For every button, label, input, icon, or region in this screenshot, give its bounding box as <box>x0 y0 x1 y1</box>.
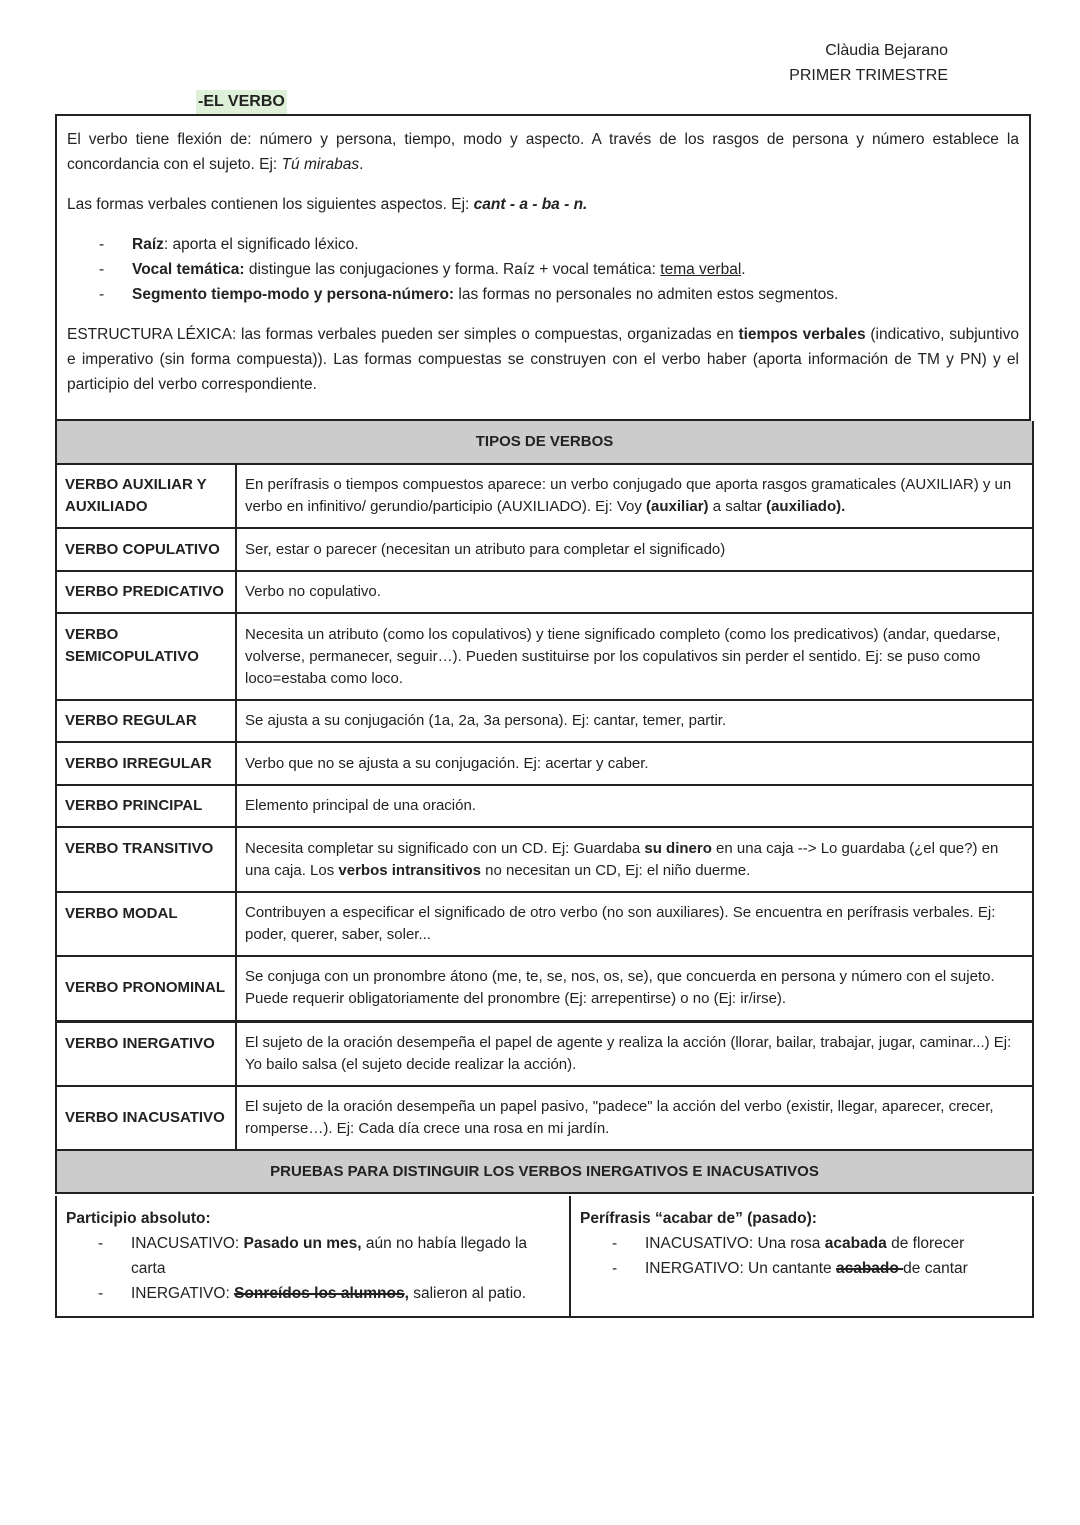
list-item: - Raíz: aporta el significado léxico. <box>99 236 359 253</box>
test-list <box>580 1231 1024 1281</box>
types-header: TIPOS DE VERBOS <box>56 421 1033 464</box>
table-row <box>56 528 1033 571</box>
table-row <box>56 827 1033 892</box>
page-title: -EL VERBO <box>196 90 287 114</box>
intro-paragraph-3: ESTRUCTURA LÉXICA: las formas verbales pueden ser simples o compuestas, organizadas en tiempos verbales (indicativo, subjuntivo e imperativo (sin forma compuesta)). Las formas compuestas se construyen con el verbo haber (aporta información de TM y PN) y el participio del verbo correspondiente. <box>67 326 1019 393</box>
type-description: Contribuyen a especificar el significado de otro verbo (no son auxiliares). Se encuentra en perífrasis verbales. Ej: poder, querer, saber, soler... <box>236 892 1033 956</box>
intro-paragraph-1: El verbo tiene flexión de: número y persona, tiempo, modo y aspecto. A través de los rasgos de persona y número establece la concordancia con el sujeto. Ej: Tú mirabas. <box>67 131 1019 173</box>
list-item: - INACUSATIVO: Una rosa acabada de florecer <box>612 1235 965 1252</box>
intro-paragraph-2: Las formas verbales contienen los siguientes aspectos. Ej: cant - a - ba - n. <box>67 196 588 213</box>
test-list <box>66 1231 561 1306</box>
author-name: Clàudia Bejarano <box>825 42 948 59</box>
table-row <box>56 892 1033 956</box>
table-header-row <box>56 1150 1033 1193</box>
table-row <box>56 742 1033 785</box>
term-label: PRIMER TRIMESTRE <box>789 67 948 84</box>
test-title: Participio absoluto: <box>66 1210 211 1227</box>
list-item: - INERGATIVO: Un cantante acabado de cantar <box>612 1260 968 1277</box>
table-row <box>56 785 1033 827</box>
table-header-row <box>56 421 1033 464</box>
type-label: VERBO INERGATIVO <box>56 1021 236 1086</box>
type-description: Necesita un atributo (como los copulativos) y tiene significado completo (como los predicativos) (andar, quedarse, volverse, permanecer, seguir…). Pueden sustituirse por los copulativos sin perder el sentido. Ej: se puso como loco=estaba como loco. <box>236 613 1033 700</box>
type-description: Verbo no copulativo. <box>236 571 1033 613</box>
table-row <box>56 956 1033 1021</box>
type-description: El sujeto de la oración desempeña un papel pasivo, "padece" la acción del verbo (existir, llegar, aparecer, crecer, romperse…). Ej: Cada día crece una rosa en mi jardín. <box>236 1086 1033 1150</box>
tests-left-column <box>57 1196 569 1316</box>
type-label: VERBO AUXILIAR Y AUXILIADO <box>56 464 236 528</box>
type-description: Necesita completar su significado con un CD. Ej: Guardaba su dinero en una caja --> Lo guardaba (¿el que?) en una caja. Los verbos intransitivos no necesitan un CD, Ej: el niño duerme. <box>236 827 1033 892</box>
table-row <box>56 700 1033 742</box>
list-item: - Segmento tiempo-modo y persona-número: las formas no personales no admiten estos segmentos. <box>99 286 839 303</box>
list-item: - INACUSATIVO: Pasado un mes, aún no había llegado la carta <box>98 1235 528 1277</box>
type-label: VERBO COPULATIVO <box>56 528 236 571</box>
type-description: En perífrasis o tiempos compuestos aparece: un verbo conjugado que aporta rasgos gramaticales (AUXILIAR) y un verbo en infinitivo/ gerundio/participio (AUXILIADO). Ej: Voy (auxiliar) a saltar (auxiliado). <box>236 464 1033 528</box>
table-row <box>56 1021 1033 1086</box>
type-description: Elemento principal de una oración. <box>236 785 1033 827</box>
list-item: - Vocal temática: distingue las conjugaciones y forma. Raíz + vocal temática: tema verbal. <box>99 261 746 278</box>
table-row <box>56 1086 1033 1150</box>
verb-types-table <box>55 421 1034 1194</box>
intro-list <box>67 232 1019 307</box>
intro-box <box>55 114 1031 421</box>
tests-box <box>55 1196 1034 1318</box>
type-description: Verbo que no se ajusta a su conjugación. Ej: acertar y caber. <box>236 742 1033 785</box>
tests-right-column <box>569 1196 1032 1316</box>
type-label: VERBO PRONOMINAL <box>56 956 236 1021</box>
type-label: VERBO REGULAR <box>56 700 236 742</box>
type-label: VERBO INACUSATIVO <box>56 1086 236 1150</box>
type-description: Se ajusta a su conjugación (1a, 2a, 3a persona). Ej: cantar, temer, partir. <box>236 700 1033 742</box>
table-row <box>56 464 1033 528</box>
tests-header: PRUEBAS PARA DISTINGUIR LOS VERBOS INERGATIVOS E INACUSATIVOS <box>56 1150 1033 1193</box>
type-label: VERBO IRREGULAR <box>56 742 236 785</box>
type-label: VERBO SEMICOPULATIVO <box>56 613 236 700</box>
type-label: VERBO PRINCIPAL <box>56 785 236 827</box>
type-description: Ser, estar o parecer (necesitan un atributo para completar el significado) <box>236 528 1033 571</box>
type-label: VERBO MODAL <box>56 892 236 956</box>
list-item: - INERGATIVO: Sonreídos los alumnos, salieron al patio. <box>98 1285 527 1302</box>
table-row <box>56 571 1033 613</box>
table-row <box>56 613 1033 700</box>
type-label: VERBO PREDICATIVO <box>56 571 236 613</box>
test-title: Perífrasis “acabar de” (pasado): <box>580 1210 817 1227</box>
type-description: Se conjuga con un pronombre átono (me, te, se, nos, os, se), que concuerda en persona y número con el sujeto. Puede requerir obligatoriamente del pronombre (Ej: arrepentirse) o no (Ej: ir/irse). <box>236 956 1033 1021</box>
type-label: VERBO TRANSITIVO <box>56 827 236 892</box>
type-description: El sujeto de la oración desempeña el papel de agente y realiza la acción (llorar, bailar, trabajar, jugar, caminar...) Ej: Yo bailo salsa (el sujeto decide realizar la acción). <box>236 1021 1033 1086</box>
